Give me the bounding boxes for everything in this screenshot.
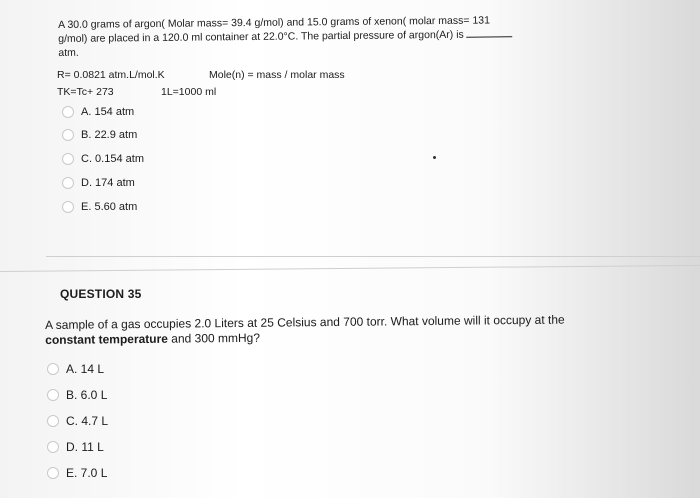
- question-34-line-2: g/mol) are placed in a 120.0 ml container at 22.0°C. The partial pressure of argon(Ar) is: [58, 26, 618, 46]
- question-34-line-3: atm.: [58, 46, 79, 59]
- radio-button[interactable]: [47, 467, 59, 479]
- stray-mark: [433, 156, 436, 159]
- radio-button[interactable]: [62, 177, 74, 189]
- gas-constant: R= 0.0821 atm.L/mol.K: [57, 69, 165, 81]
- mole-formula: Mole(n) = mass / molar mass: [209, 69, 345, 81]
- q34-option-e[interactable]: E. 5.60 atm: [62, 201, 137, 213]
- q34-option-a[interactable]: A. 154 atm: [62, 106, 134, 118]
- question-35-text: [45, 312, 645, 348]
- kelvin-formula: TK=Tc+ 273: [57, 86, 114, 98]
- radio-button[interactable]: [47, 363, 59, 375]
- question-divider-top: [46, 256, 700, 257]
- q35-option-d[interactable]: D. 11 L: [47, 440, 104, 454]
- radio-button[interactable]: [62, 106, 74, 118]
- radio-button[interactable]: [47, 415, 59, 427]
- question-34-line-1: A 30.0 grams of argon( Molar mass= 39.4 g/mol) and 15.0 grams of xenon( molar mass= 131: [58, 14, 491, 31]
- question-divider-bottom: [0, 265, 700, 272]
- radio-button[interactable]: [47, 389, 59, 401]
- q34-option-d[interactable]: D. 174 atm: [62, 177, 135, 189]
- radio-button[interactable]: [62, 153, 74, 165]
- liter-conversion: 1L=1000 ml: [161, 86, 217, 98]
- q35-option-b[interactable]: B. 6.0 L: [47, 388, 107, 402]
- q35-option-a[interactable]: A. 14 L: [47, 362, 104, 376]
- q34-option-c[interactable]: C. 0.154 atm: [62, 153, 144, 165]
- radio-button[interactable]: [47, 441, 59, 453]
- question-35-part-2: and 300 mmHg?: [167, 330, 261, 346]
- answer-blank: [467, 27, 513, 37]
- radio-button[interactable]: [62, 201, 74, 213]
- q34-option-b[interactable]: B. 22.9 atm: [62, 129, 137, 141]
- question-34-text: [58, 12, 618, 60]
- question-35-bold-phrase: constant temperature: [45, 331, 169, 347]
- question-35-header: QUESTION 35: [60, 287, 142, 301]
- q35-option-e[interactable]: E. 7.0 L: [47, 466, 107, 480]
- question-35-part-1: A sample of a gas occupies 2.0 Liters at 25 Celsius and 700 torr. What volume will it occupy at the: [45, 312, 565, 332]
- q35-option-c[interactable]: C. 4.7 L: [47, 414, 108, 428]
- radio-button[interactable]: [62, 129, 74, 141]
